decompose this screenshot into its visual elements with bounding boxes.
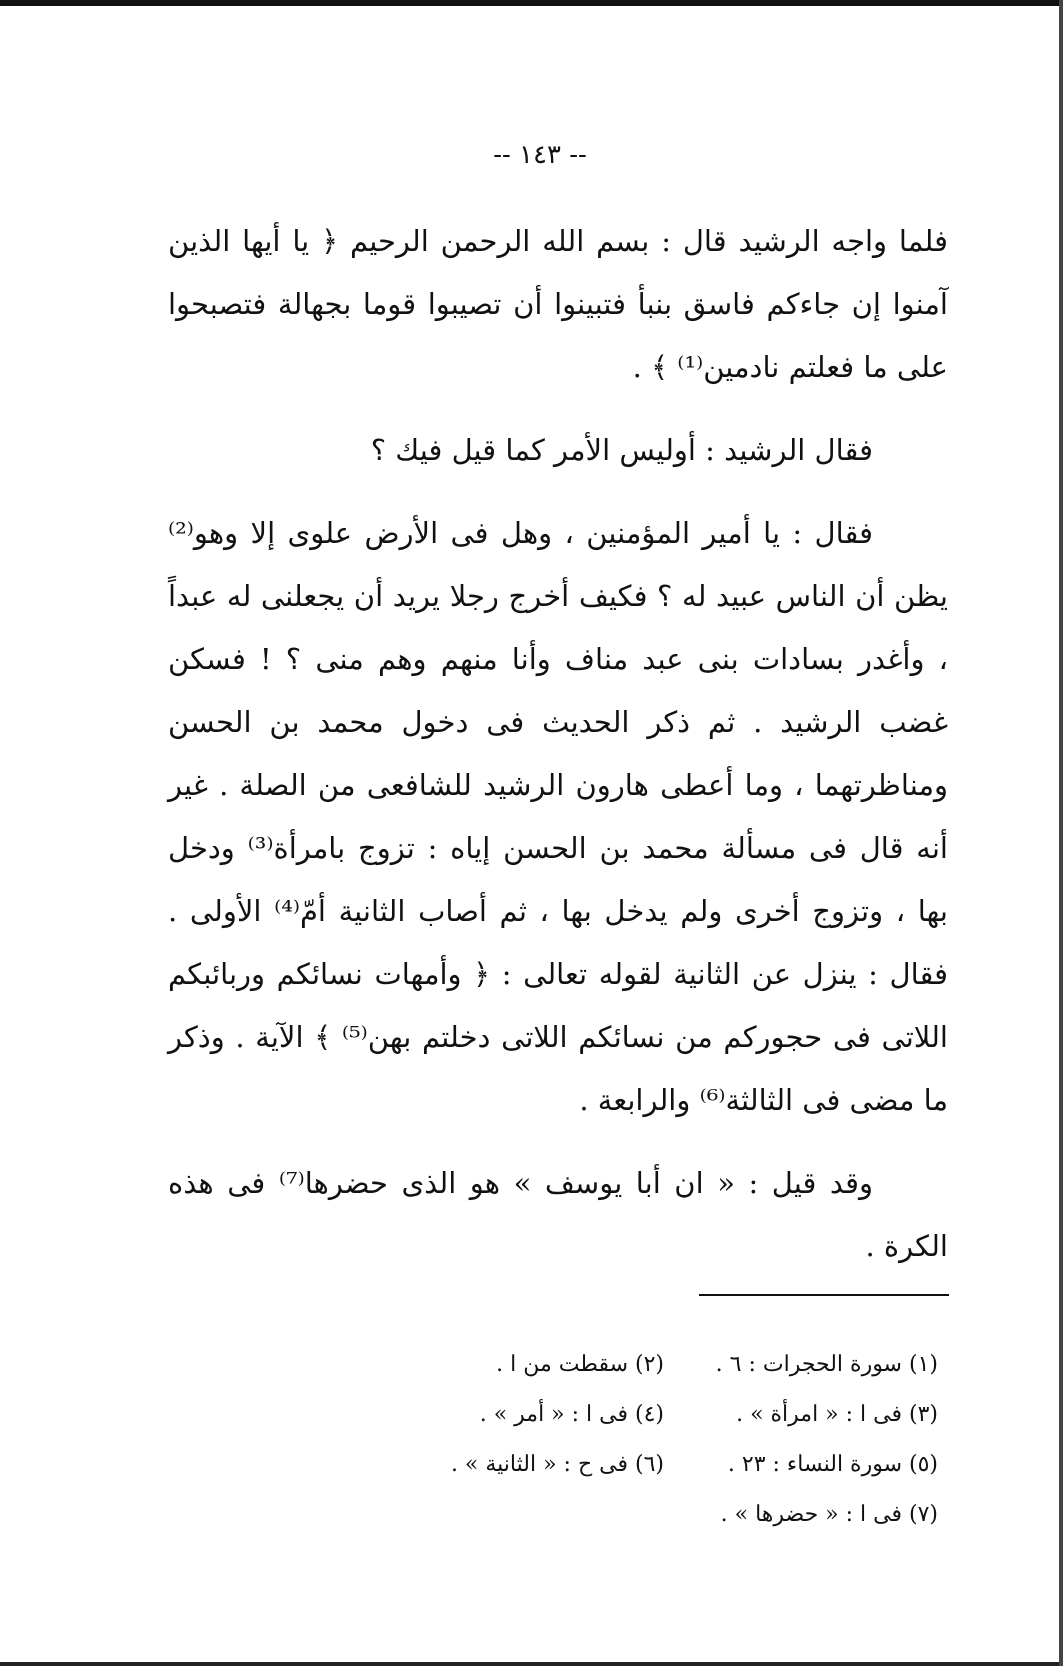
footnote-6: (٦) فى ح : « الثانية » . — [450, 1452, 664, 1477]
footnote-7: (٧) فى ا : « حضرها » . — [720, 1502, 938, 1527]
paragraph-abu-yusuf: وقد قيل : « ان أبا يوسف » هو الذى حضرها⁽⁷⁾ فى هذه الكرة . — [168, 1166, 948, 1263]
footnote-5: (٥) سورة النساء : ٢٣ . — [727, 1452, 938, 1477]
main-text — [168, 210, 948, 1278]
paragraph-verse-hujurat: فلما واجه الرشيد قال : بسم الله الرحمن الرحيم ﴿ يا أيها الذين آمنوا إن جاءكم فاسق بنبأ فتبينوا أن تصيبوا قوما بجهالة فتصبحوا على ما فعلتم نادمين⁽¹⁾ ﴾ . — [168, 224, 948, 384]
page-edge-rule — [1059, 0, 1063, 1666]
footnote-row — [390, 1340, 938, 1390]
paragraph-shafii-reply: فقال : يا أمير المؤمنين ، وهل فى الأرض علوى إلا وهو⁽²⁾ يظن أن الناس عبيد له ؟ فكيف أخرج رجلا يريد أن يجعلنى له عبداً ، وأغدر بسادات بنى عبد مناف وأنا منهم وهم منى ؟ ! فسكن غضب الرشيد . ثم ذكر الحديث فى دخول محمد بن الحسن ومناظرتهما ، وما أعطى هارون الرشيد للشافعى من الصلة . غير أنه قال فى مسألة محمد بن الحسن إياه : تزوج بامرأة⁽³⁾ ودخل بها ، وتزوج أخرى ولم يدخل بها ، ثم أصاب الثانية أمّ⁽⁴⁾ الأولى . فقال : ينزل عن الثانية لقوله تعالى : ﴿ وأمهات نسائكم وربائبكم اللاتى فى حجوركم من نسائكم اللاتى دخلتم بهن⁽⁵⁾ ﴾ الآية . وذكر ما مضى فى الثالثة⁽⁶⁾ والرابعة . — [168, 516, 948, 1117]
footnote-3: (٣) فى ا : « امرأة » . — [736, 1402, 938, 1427]
footnote-2: (٢) سقطت من ا . — [496, 1352, 664, 1377]
page-number: -- ١٤٣ -- — [493, 140, 587, 170]
footnote-divider — [699, 1294, 949, 1296]
footnote-row — [390, 1440, 938, 1490]
footnote-1: (١) سورة الحجرات : ٦ . — [715, 1352, 938, 1377]
paragraph-rashid-question: فقال الرشيد : أوليس الأمر كما قيل فيك ؟ — [370, 433, 873, 467]
footnotes — [390, 1340, 938, 1540]
footnote-row — [390, 1490, 938, 1540]
footnote-4: (٤) فى ا : « أمر » . — [479, 1402, 664, 1427]
footnote-row — [390, 1390, 938, 1440]
